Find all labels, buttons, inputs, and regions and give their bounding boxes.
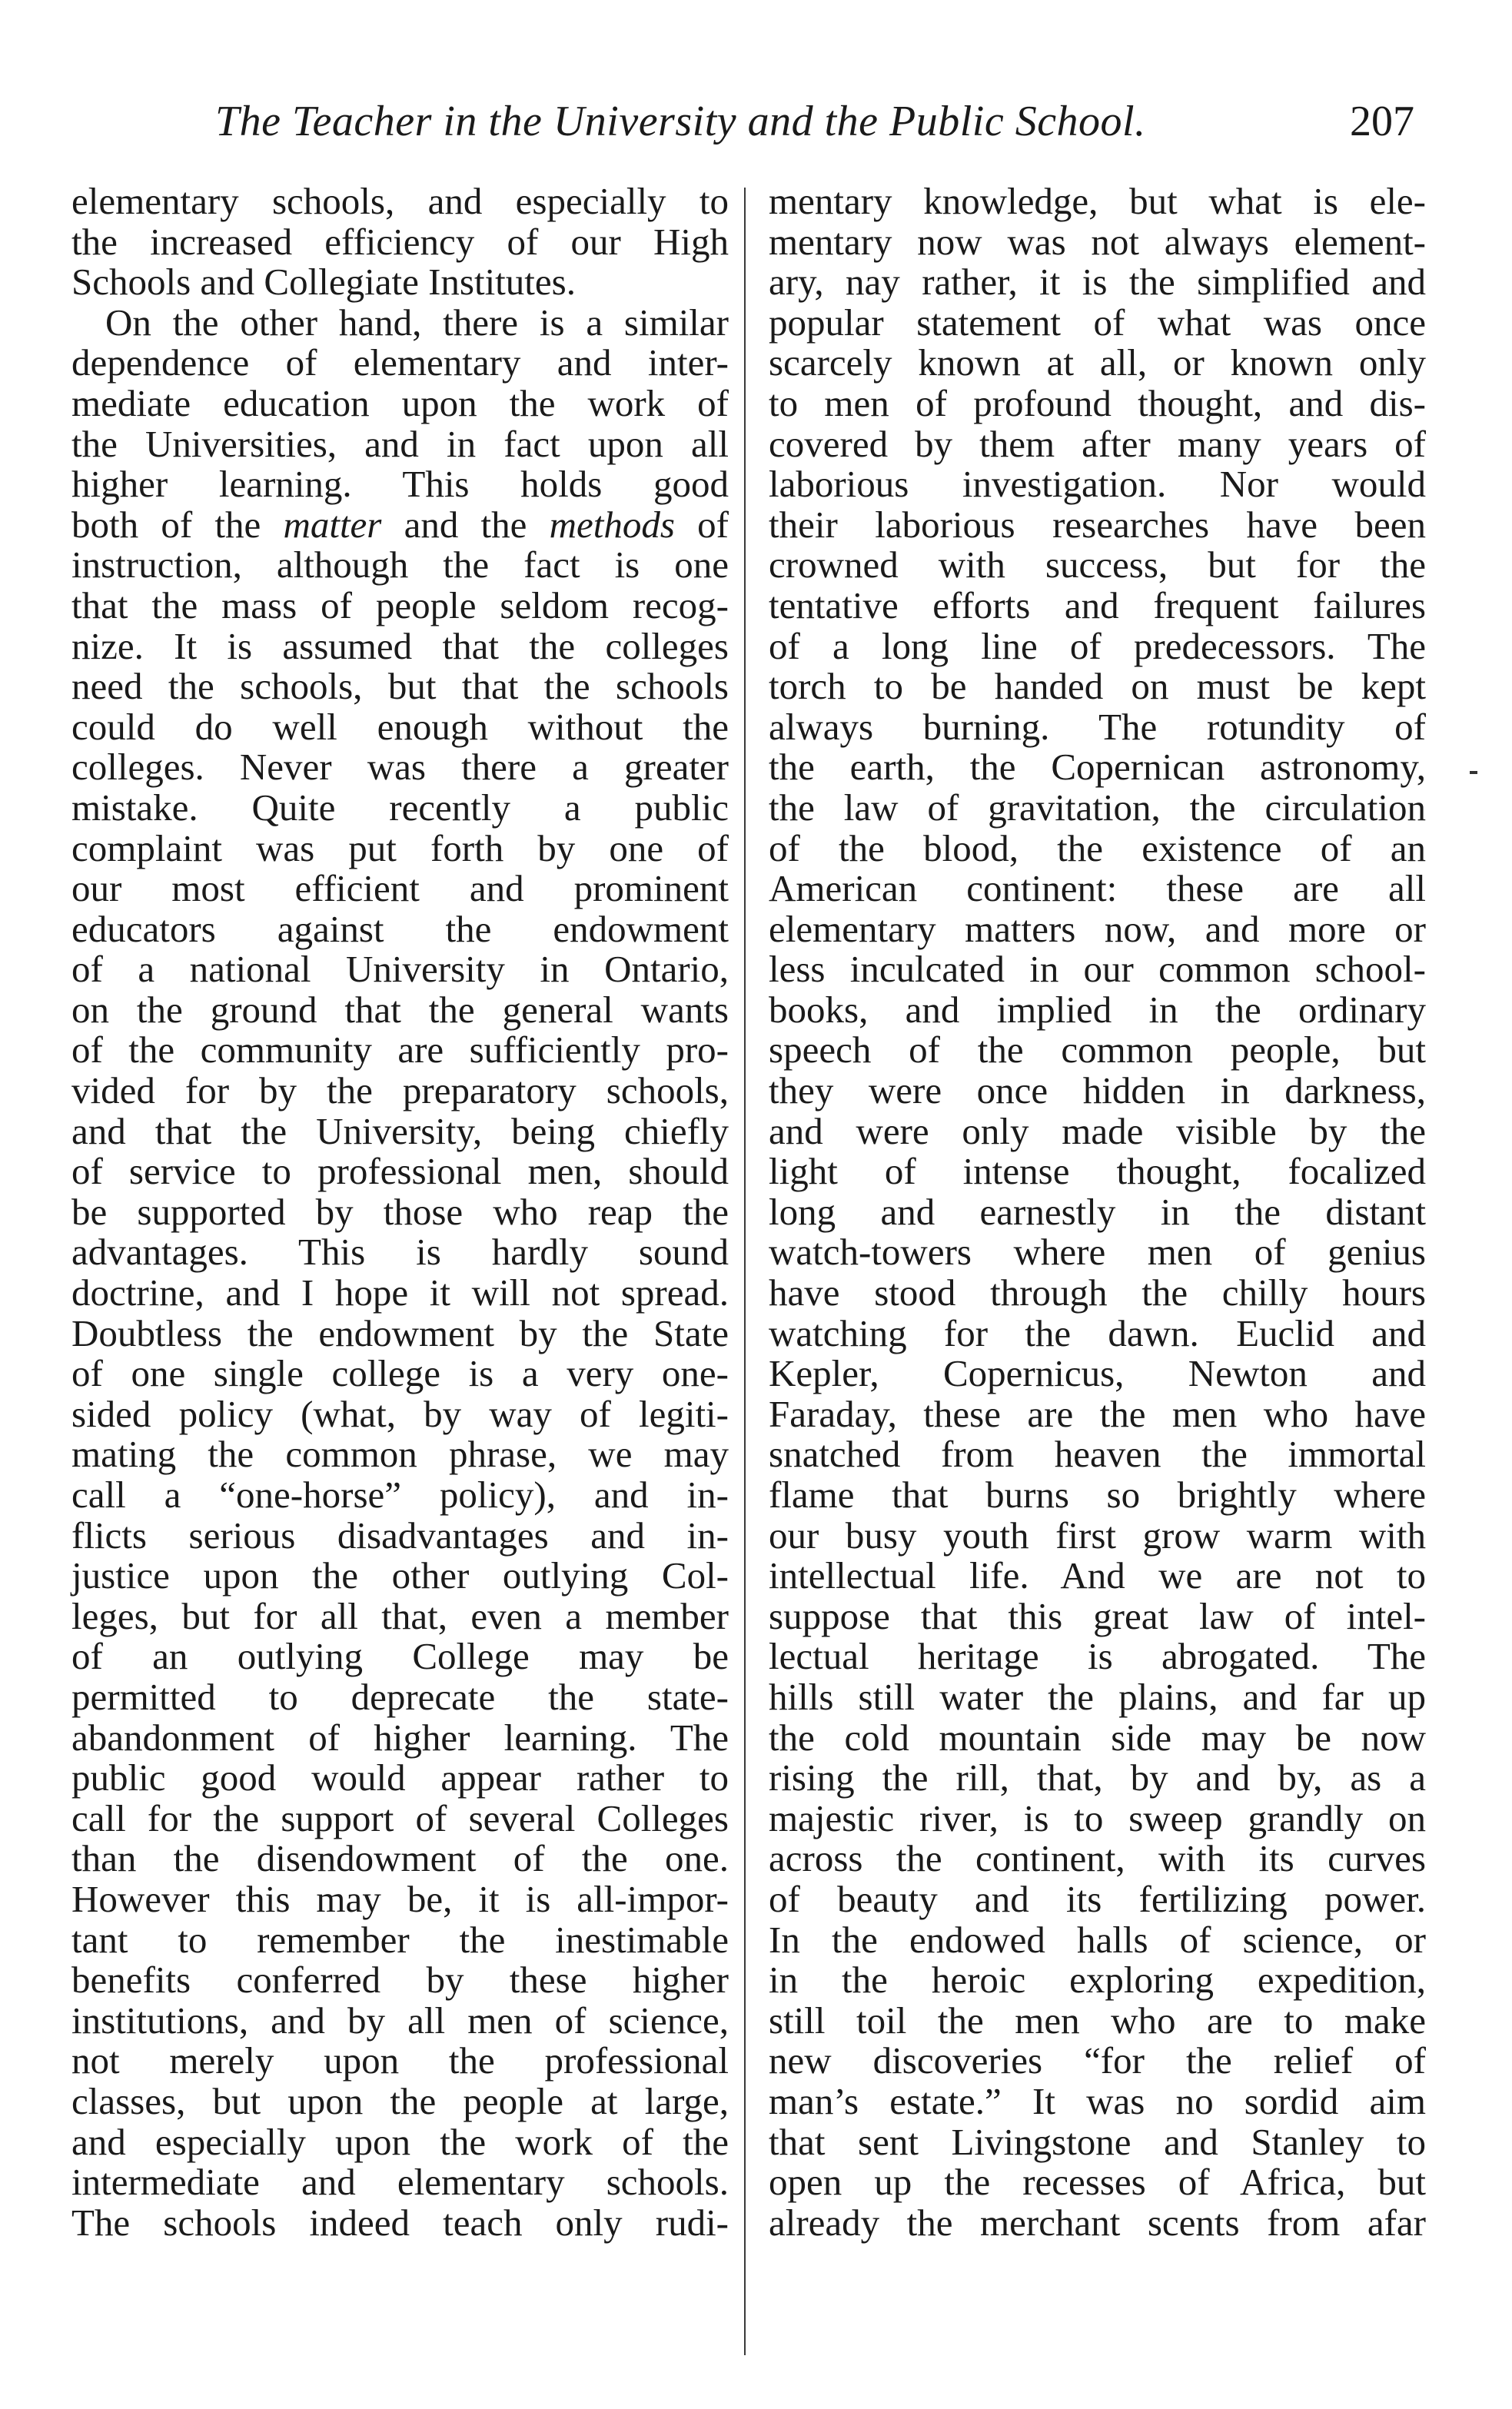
text-line: permitted to deprecate the state- [71,1675,729,1718]
text-line: the Universities, and in fact upon all [71,422,729,465]
text-line: The schools indeed teach only rudi- [71,2201,729,2244]
text-line: our most efficient and prominent [71,867,729,910]
text-line: rising the rill, that, by and by, as a [769,1756,1426,1799]
text-line: long and earnestly in the distant [769,1190,1426,1233]
text-line: need the schools, but that the schools [71,665,729,708]
emphasized-word: matter [283,503,382,546]
text-line: on the ground that the general wants [71,988,729,1031]
text-line: light of intense thought, focalized [769,1150,1426,1193]
text-line: both of the matter and the methods of [71,503,729,546]
running-head [215,91,1414,152]
text-line: intellectual life. And we are not to [769,1554,1426,1597]
text-line: flicts serious disadvantages and in- [71,1514,729,1557]
text-line: intermediate and elementary schools. [71,2161,729,2204]
text-line: instruction, although the fact is one [71,543,729,586]
text-line: than the disendowment of the one. [71,1837,729,1880]
text-line: new discoveries “for the relief of [769,2039,1426,2082]
left-column [71,181,729,2243]
text-line: books, and implied in the ordinary [769,988,1426,1031]
text-line: American continent: these are all [769,867,1426,910]
text-line: On the other hand, there is a similar [105,301,729,344]
text-line: tentative efforts and frequent failures [769,583,1426,626]
text-line: complaint was put forth by one of [71,826,729,869]
text-line: and especially upon the work of the [71,2120,729,2163]
text-line: ary, nay rather, it is the simplified and [769,261,1426,304]
text-line: mistake. Quite recently a public [71,786,729,829]
text-line: of an outlying College may be [71,1635,729,1678]
text-line: to men of profound thought, and dis- [769,381,1426,424]
text-line: of a national University in Ontario, [71,948,729,991]
text-line: watching for the dawn. Euclid and [769,1311,1426,1354]
text-line: vided for by the preparatory schools, [71,1069,729,1112]
text-line: colleges. Never was there a greater [71,746,729,789]
text-line: our busy youth first grow warm with [769,1514,1426,1557]
text-line: elementary matters now, and more or [769,907,1426,950]
text-line: institutions, and by all men of science, [71,1999,729,2042]
text-line: public good would appear rather to [71,1756,729,1799]
text-line: already the merchant scents from afar [769,2201,1426,2244]
text-line: the earth, the Copernican astronomy, [769,746,1426,789]
text-line: of the community are sufficiently pro- [71,1028,729,1072]
text-line: lectual heritage is abrogated. The [769,1635,1426,1678]
text-line: and that the University, being chiefly [71,1109,729,1152]
text-line: Doubtless the endowment by the State [71,1311,729,1354]
text-line: laborious investigation. Nor would [769,463,1426,506]
text-line: dependence of elementary and inter- [71,341,729,384]
text-line: popular statement of what was once [769,301,1426,344]
text-line: torch to be handed on must be kept [769,665,1426,708]
text-line: classes, but upon the people at large, [71,2079,729,2122]
text-line: scarcely known at all, or known only [769,341,1426,384]
text-line: call for the support of several Colleges [71,1796,729,1839]
text-line: However this may be, it is all-impor- [71,1877,729,1920]
text-line: always burning. The rotundity of [769,705,1426,748]
text-line: nize. It is assumed that the colleges [71,624,729,667]
text-line: mediate education upon the work of [71,381,729,424]
text-line: In the endowed halls of science, or [769,1918,1426,1961]
text-line: of one single college is a very one- [71,1352,729,1395]
column-divider [744,188,746,2355]
text-line: could do well enough without the [71,705,729,748]
text-line: flame that burns so brightly where [769,1474,1426,1516]
text-line: higher learning. This holds good [71,463,729,506]
text-line: that sent Livingstone and Stanley to [769,2120,1426,2163]
text-line: tant to remember the inestimable [71,1918,729,1961]
text-line: advantages. This is hardly sound [71,1231,729,1274]
text-line: of beauty and its fertilizing power. [769,1877,1426,1920]
right-column [769,181,1426,2243]
text-line: in the heroic exploring expedition, [769,1959,1426,2002]
text-line: Kepler, Copernicus, Newton and [769,1352,1426,1395]
text-line: the cold mountain side may be now [769,1716,1426,1759]
text-line: doctrine, and I hope it will not spread. [71,1271,729,1314]
text-line: hills still water the plains, and far up [769,1675,1426,1718]
text-line: of a long line of predecessors. The [769,624,1426,667]
text-line: mating the common phrase, we may [71,1433,729,1476]
running-title: The Teacher in the University and the Public School. [215,98,1146,145]
margin-mark [1470,771,1477,774]
text-line: speech of the common people, but [769,1028,1426,1072]
text-line: and were only made visible by the [769,1109,1426,1152]
text-line: elementary schools, and especially to [71,180,729,222]
text-line: mentary now was not always element- [769,220,1426,263]
text-line: covered by them after many years of [769,422,1426,465]
text-line: they were once hidden in darkness, [769,1069,1426,1112]
text-line: man’s estate.” It was no sordid aim [769,2079,1426,2122]
text-line: the law of gravitation, the circulation [769,786,1426,829]
text-line: educators against the endowment [71,907,729,950]
text-line: majestic river, is to sweep grandly on [769,1796,1426,1839]
page-number: 207 [1350,98,1414,145]
text-line: that the mass of people seldom recog- [71,583,729,626]
text-line: suppose that this great law of intel- [769,1594,1426,1637]
text-line: the increased efficiency of our High [71,220,729,263]
text-line: abandonment of higher learning. The [71,1716,729,1759]
text-line: their laborious researches have been [769,503,1426,546]
text-line: Schools and Collegiate Institutes. [71,261,576,304]
text-line: be supported by those who reap the [71,1190,729,1233]
text-line: benefits conferred by these higher [71,1959,729,2002]
text-line: crowned with success, but for the [769,543,1426,586]
text-line: of service to professional men, should [71,1150,729,1193]
text-line: Faraday, these are the men who have [769,1392,1426,1435]
text-line: mentary knowledge, but what is ele- [769,180,1426,222]
text-line: justice upon the other outlying Col- [71,1554,729,1597]
text-line: have stood through the chilly hours [769,1271,1426,1314]
text-line: less inculcated in our common school- [769,948,1426,991]
text-line: open up the recesses of Africa, but [769,2161,1426,2204]
text-line: still toil the men who are to make [769,1999,1426,2042]
text-line: not merely upon the professional [71,2039,729,2082]
text-line: leges, but for all that, even a member [71,1594,729,1637]
text-line: across the continent, with its curves [769,1837,1426,1880]
text-line: snatched from heaven the immortal [769,1433,1426,1476]
text-line: call a “one-horse” policy), and in- [71,1474,729,1516]
emphasized-word: methods [549,503,675,546]
text-line: watch-towers where men of genius [769,1231,1426,1274]
text-line: sided policy (what, by way of legiti- [71,1392,729,1435]
text-line: of the blood, the existence of an [769,826,1426,869]
